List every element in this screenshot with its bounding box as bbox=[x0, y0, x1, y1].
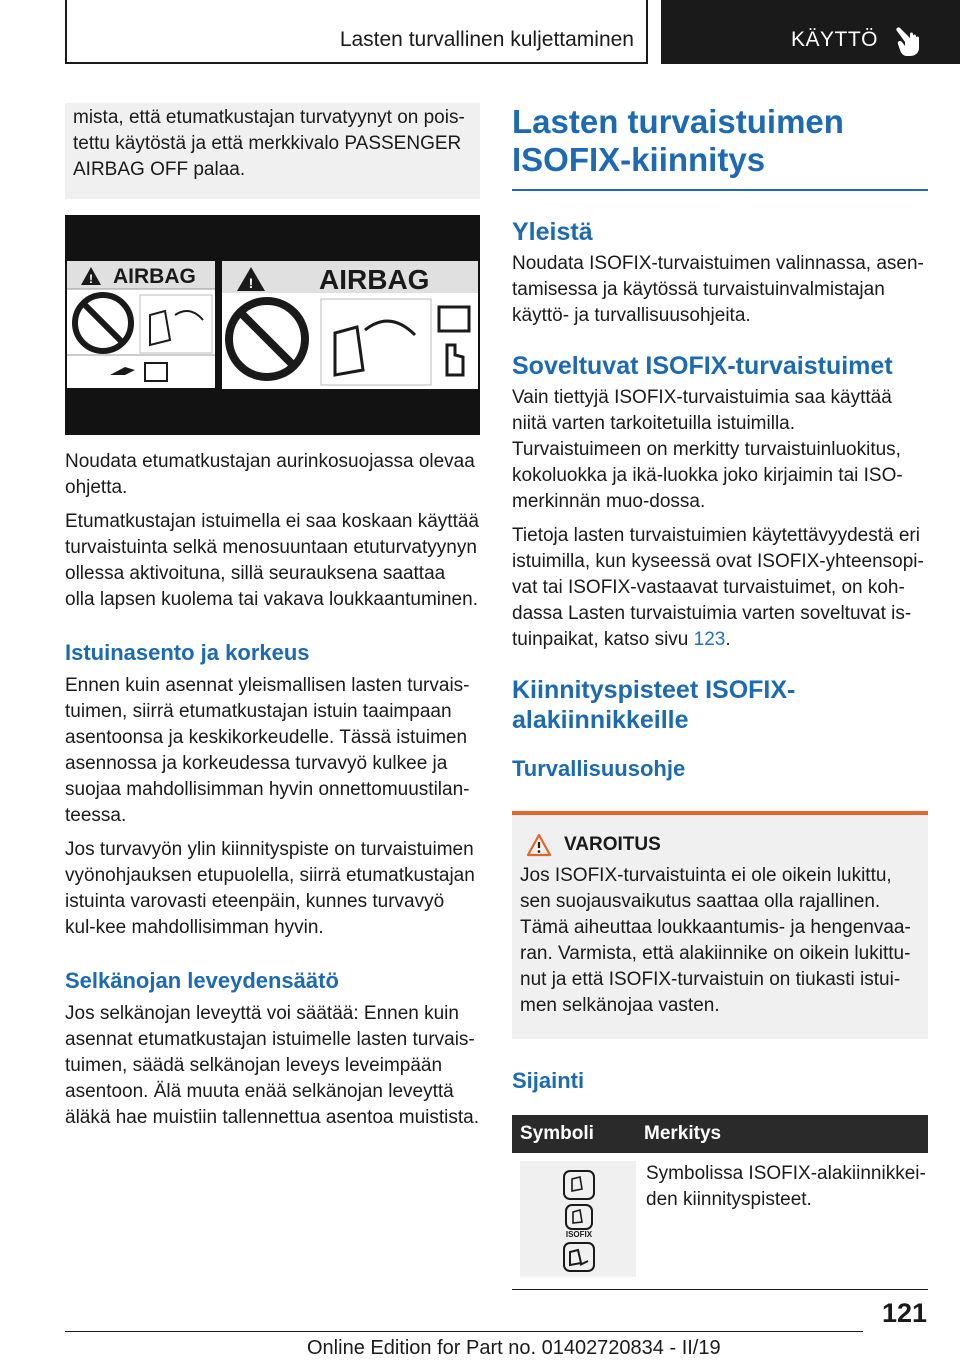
section-title: KÄYTTÖ bbox=[791, 28, 879, 51]
page-number: 121 bbox=[881, 1298, 927, 1328]
symbol-table bbox=[512, 1115, 928, 1277]
table-bottom-rule bbox=[512, 1289, 928, 1290]
svg-text:!: ! bbox=[89, 272, 93, 286]
meaning-text: Symbolissa ISOFIX-alakiinnikkei-den kiinnityspisteet. bbox=[646, 1163, 926, 1210]
col-symbol: Symboli bbox=[512, 1115, 636, 1153]
left-column bbox=[65, 103, 480, 1131]
page-title: Lasten turvaistuimen ISOFIX-kiinnitys bbox=[512, 103, 928, 191]
large-airbag-label: AIRBAG bbox=[319, 264, 430, 295]
warning-text: Jos ISOFIX-turvaistuinta ei ole oikein lukittu, sen suojausvaikutus saattaa olla rajallinen. Tämä aiheuttaa loukkaantumis- ja hengenvaa-ran. Varmista, että alakiinnike on oikein lukittu-nut ja että ISOFIX-turvaistuin on tiukasti istui-men selkänojaa vasten. bbox=[520, 865, 911, 1016]
right-column bbox=[512, 103, 928, 1290]
paragraph-rear-facing: Etumatkustajan istuimella ei saa koskaan käyttää turvaistuinta selkä menosuuntaan etuturvatyynyn ollessa aktivoituna, sillä seurauksena saattaa olla lapsen kuolema tai vakava loukkaantuminen. bbox=[65, 511, 479, 610]
paragraph-suitable-seats: Vain tiettyjä ISOFIX-turvaistuimia saa käyttää niitä varten tarkoitetuilla istuimilla. Turvaistuimeen on merkitty turvaistuinluokitus, kokoluokka ja ikä-luokka joko kirjaimin tai ISO-merkinnän muo-dossa. bbox=[512, 387, 903, 512]
footer-edition: Online Edition for Part no. 01402720834 - II/19 bbox=[307, 1337, 721, 1359]
paragraph-backrest-width: Jos selkänojan leveyttä voi säätää: Ennen kuin asennat etumatkustajan istuimelle lasten turvais-tuimen, säädä selkänojan leveys leveimpään asentoon. Älä muuta enää selkänojan leveyttä äläkä hae muistiin tallennettua asentoa muistista. bbox=[65, 1003, 480, 1128]
paragraph-general: Noudata ISOFIX-turvaistuimen valinnassa, asen-tamisessa ja käytössä turvaistuinvalmistajan käyttö- ja turvallisuusohjeita. bbox=[512, 253, 924, 326]
heading-backrest-width: Selkänojan leveydensäätö bbox=[65, 968, 339, 993]
heading-suitable-seats: Soveltuvat ISOFIX-turvaistuimet bbox=[512, 352, 893, 380]
paragraph-belt-anchor: Jos turvavyön ylin kiinnityspiste on turvaistuimen vyönohjauksen etupuolella, siirrä etumatkustajan istuinta varovasti eteenpäin, kunnes turvavyö kul-kee mahdollisimman hyvin. bbox=[65, 839, 475, 938]
heading-safety-note: Turvallisuusohje bbox=[512, 756, 686, 781]
availability-text: Tietoja lasten turvaistuimien käytettävyydestä eri istuimilla, kun kyseessä ovat ISOFIX-yhteensopi-vat tai ISOFIX-vastaavat turvaistuimet, on koh-dassa Lasten turvaistuimia varten soveltuvat is-tuinpaikat, katso sivu bbox=[512, 525, 924, 650]
paragraph-seat-availability bbox=[512, 523, 928, 653]
page-link[interactable]: 123 bbox=[693, 629, 726, 650]
heading-seat-position: Istuinasento ja korkeus bbox=[65, 640, 310, 665]
footer-divider bbox=[65, 1331, 863, 1332]
col-meaning: Merkitys bbox=[636, 1115, 928, 1153]
chapter-header bbox=[65, 0, 648, 64]
isofix-anchor-icon bbox=[520, 1161, 636, 1277]
table-row bbox=[512, 1153, 928, 1277]
heading-location: Sijainti bbox=[512, 1068, 585, 1093]
small-airbag-label: AIRBAG bbox=[113, 265, 196, 288]
isofix-small-label: ISOFIX bbox=[565, 1230, 593, 1239]
warning-box bbox=[512, 811, 928, 1039]
paragraph-sunvisor: Noudata etumatkustajan aurinkosuojassa olevaa ohjetta. bbox=[65, 451, 475, 498]
warning-triangle-icon bbox=[526, 833, 552, 857]
airbag-label-image bbox=[65, 215, 480, 435]
heading-general: Yleistä bbox=[512, 218, 593, 246]
availability-end: . bbox=[725, 629, 731, 650]
pointing-hand-icon bbox=[894, 24, 928, 58]
isofix-symbol-cell bbox=[520, 1161, 636, 1277]
note-text: mista, että etumatkustajan turvatyynyt on pois-tettu käytöstä ja että merkkivalo PASSENGER AIRBAG OFF palaa. bbox=[73, 107, 465, 180]
section-tab[interactable] bbox=[661, 0, 960, 64]
airbag-warning-label-photo bbox=[65, 215, 480, 435]
heading-anchor-points: Kiinnityspisteet ISOFIX-alakiinnikkeille bbox=[512, 676, 796, 734]
svg-text:!: ! bbox=[248, 275, 254, 291]
warning-title: VAROITUS bbox=[564, 834, 661, 855]
chapter-title: Lasten turvallinen kuljettaminen bbox=[339, 28, 634, 51]
paragraph-seat-position: Ennen kuin asennat yleismallisen lasten turvais-tuimen, siirrä etumatkustajan istuin taaimpaan asentoonsa ja keskikorkeudelle. Tässä istuimen asennossa ja korkeudessa turvavyö kulkee ja suojaa mahdollisimman hyvin onnettomuustilan-teessa. bbox=[65, 675, 470, 826]
continued-note bbox=[65, 103, 480, 199]
